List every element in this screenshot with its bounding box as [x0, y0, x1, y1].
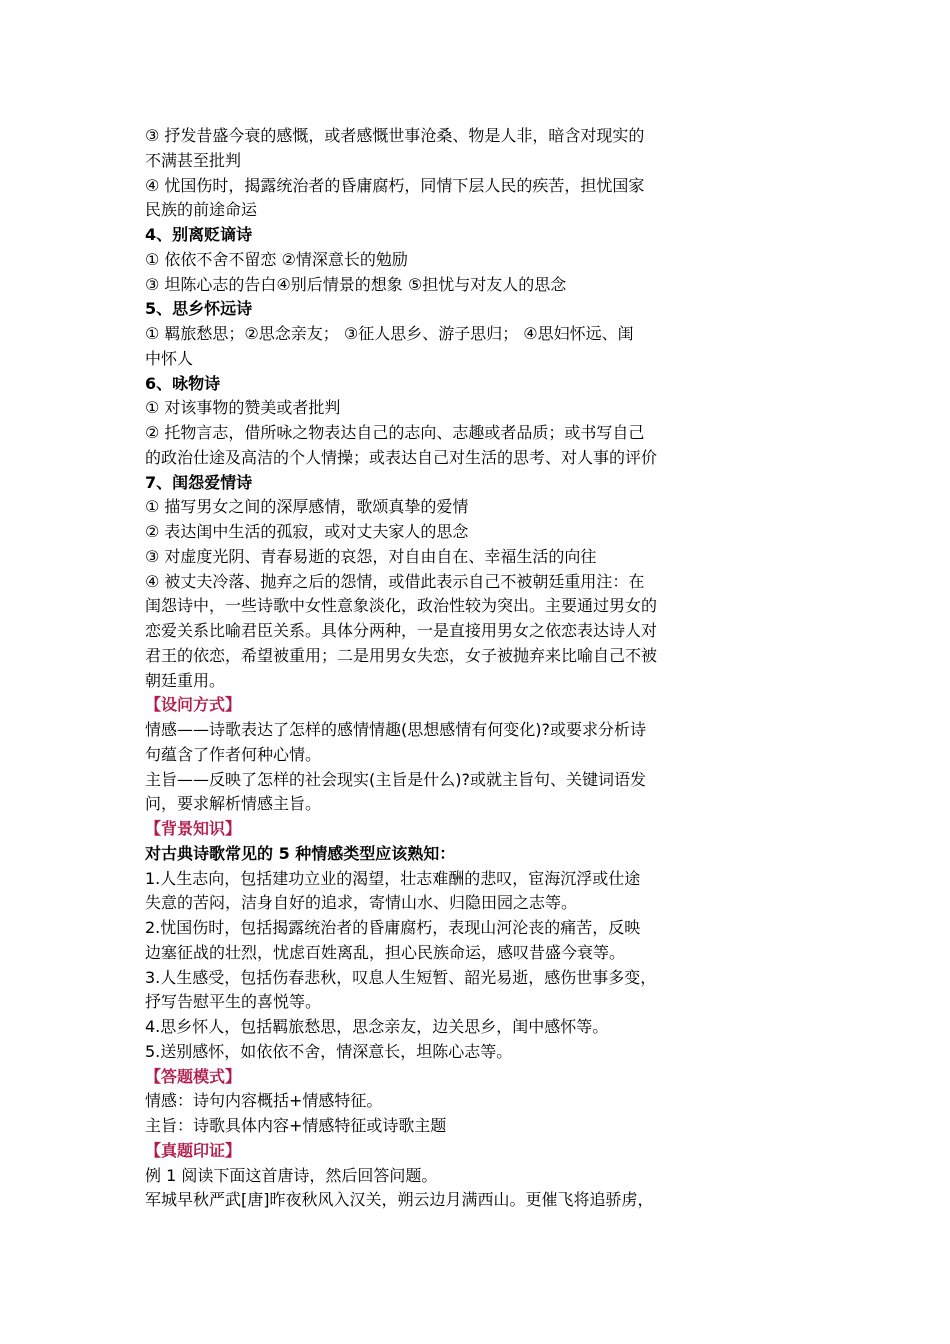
text-line: 民族的前途命运: [145, 200, 258, 220]
text-line: 君王的依恋，希望被重用；二是用男女失恋，女子被抛弃来比喻自己不被: [145, 645, 658, 665]
category-heading: 6、咏物诗: [145, 373, 221, 393]
text-line: 句蕴含了作者何种心情。: [145, 744, 322, 764]
text-line: 不满甚至批判: [145, 150, 242, 170]
text-line: 3.人生感受，包括伤春悲秋，叹息人生短暂、韶光易逝，感伤世事多变，: [145, 967, 657, 987]
text-line: 情感：诗句内容概括+情感特征。: [145, 1091, 383, 1111]
text-line: ③ 抒发昔盛今衰的感慨，或者感慨世事沧桑、物是人非，暗含对现实的: [145, 126, 645, 145]
category-heading: 对古典诗歌常见的 5 种情感类型应该熟知：: [145, 843, 456, 863]
section-heading: 【真题印证】: [145, 1140, 242, 1160]
text-line: 情感——诗歌表达了怎样的感情情趣(思想感情有何变化)?或要求分析诗: [145, 720, 646, 739]
text-line: 闺怨诗中，一些诗歌中女性意象淡化，政治性较为突出。主要通过男女的: [145, 596, 658, 616]
text-line: ① 依依不舍不留恋 ②情深意长的勉励: [145, 249, 408, 269]
text-line: 主旨——反映了怎样的社会现实(主旨是什么)?或就主旨句、关键词语发: [145, 769, 646, 789]
section-heading: 【背景知识】: [145, 819, 242, 838]
text-line: 问，要求解析情感主旨。: [145, 794, 322, 814]
category-heading: 7、闺怨爱情诗: [145, 472, 253, 492]
category-heading: 5、思乡怀远诗: [145, 299, 253, 319]
text-line: 边塞征战的壮烈，忧虑百姓离乱，担心民族命运，感叹昔盛今衰等。: [145, 942, 626, 962]
text-line: ② 托物言志，借所咏之物表达自己的志向、志趣或者品质；或书写自己: [145, 423, 645, 442]
text-line: 恋爱关系比喻君臣关系。具体分两种，一是直接用男女之依恋表达诗人对: [145, 621, 658, 640]
text-line: ① 对该事物的赞美或者批判: [145, 398, 341, 418]
text-line: 2.忧国伤时，包括揭露统治者的昏庸腐朽，表现山河沦丧的痛苦，反映: [145, 918, 641, 937]
text-line: ① 羁旅愁思；②思念亲友； ③征人思乡、游子思归； ④思妇怀远、闺: [145, 324, 634, 343]
text-line: 5.送别感怀，如依依不舍，情深意长，坦陈心志等。: [145, 1041, 513, 1061]
text-line: 4.思乡怀人，包括羁旅愁思，思念亲友，边关思乡，闺中感怀等。: [145, 1017, 609, 1036]
section-heading: 【设问方式】: [145, 695, 242, 715]
text-line: 失意的苦闷，洁身自好的追求，寄情山水、归隐田园之志等。: [145, 893, 578, 913]
text-line: ② 表达闺中生活的孤寂，或对丈夫家人的思念: [145, 522, 469, 541]
text-line: 主旨：诗歌具体内容+情感特征或诗歌主题: [145, 1116, 447, 1135]
section-heading: 【答题模式】: [145, 1066, 242, 1086]
text-line: 抒写告慰平生的喜悦等。: [145, 992, 322, 1012]
text-line: 中怀人: [145, 348, 194, 368]
text-line: 1.人生志向，包括建功立业的渴望，壮志难酬的悲叹，宦海沉浮或仕途: [145, 868, 641, 888]
text-line: ① 描写男女之间的深厚感情，歌颂真挚的爱情: [145, 497, 469, 517]
text-line: ③ 坦陈心志的告白④别后情景的想象 ⑤担忧与对友人的思念: [145, 274, 567, 294]
text-line: 例 1 阅读下面这首唐诗，然后回答问题。: [145, 1165, 438, 1185]
category-heading: 4、别离贬谪诗: [145, 225, 253, 244]
text-line: 军城早秋严武[唐]昨夜秋风入汉关，朔云边月满西山。更催飞将追骄虏，: [145, 1190, 654, 1210]
text-line: ③ 对虚度光阴、青春易逝的哀怨，对自由自在、幸福生活的向往: [145, 546, 597, 566]
text-line: 朝廷重用。: [145, 670, 226, 690]
text-line: ④ 被丈夫冷落、抛弃之后的怨情，或借此表示自己不被朝廷重用注：在: [145, 571, 645, 591]
text-line: ④ 忧国伤时，揭露统治者的昏庸腐朽，同情下层人民的疾苦，担忧国家: [145, 175, 645, 195]
text-line: 的政治仕途及高洁的个人情操；或表达自己对生活的思考、对人事的评价: [145, 447, 658, 467]
